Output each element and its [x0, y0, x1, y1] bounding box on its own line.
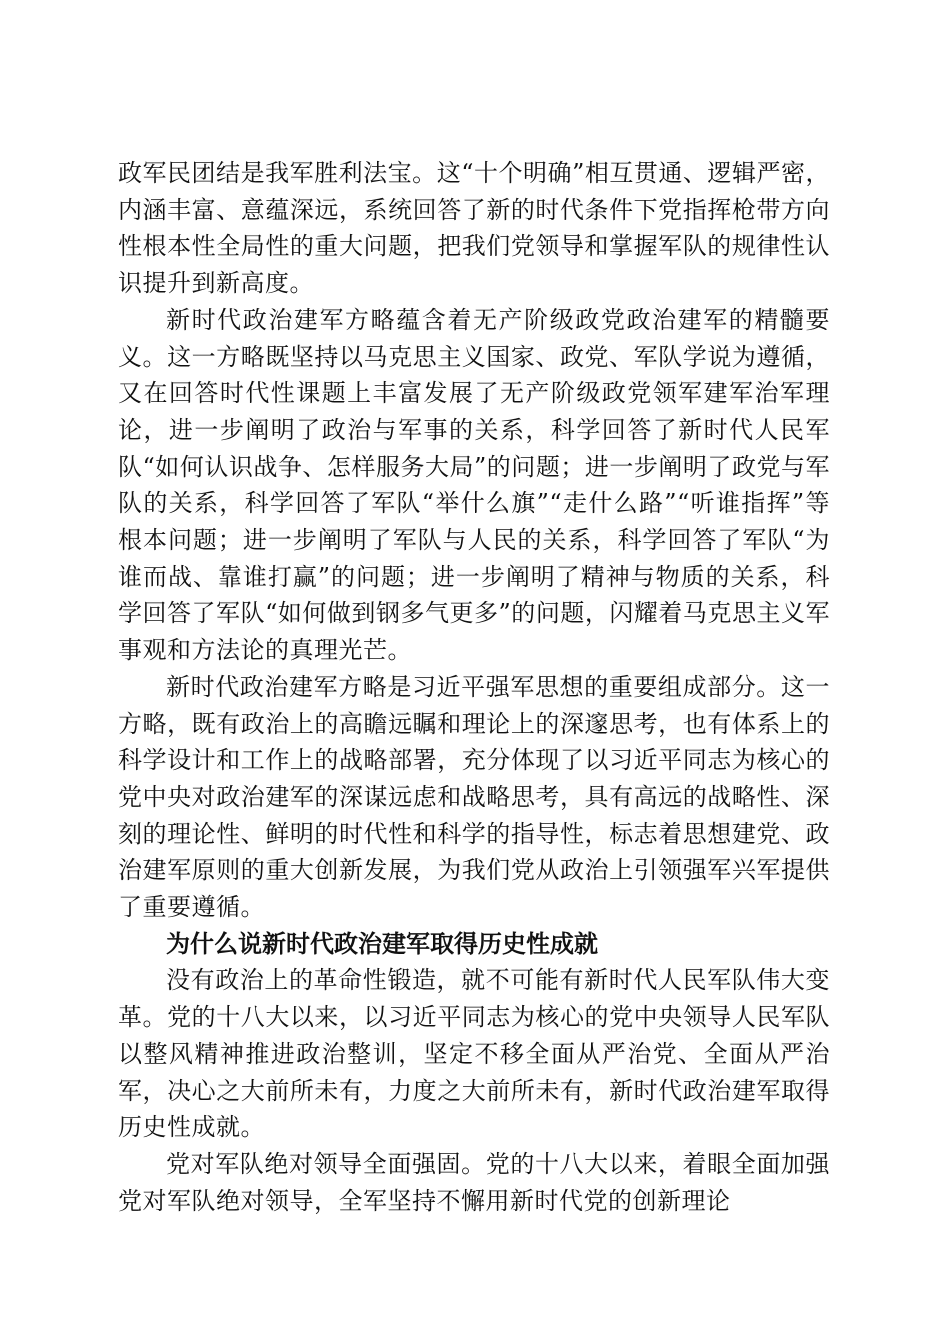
body-paragraph: 政军民团结是我军胜利法宝。这“十个明确”相互贯通、逻辑严密，内涵丰富、意蕴深远，系统回答了新的时代条件下党指挥枪带方向性根本性全局性的重大问题，把我们党领导和掌握军队的规律性认识提升到新高度。	[118, 159, 830, 298]
body-paragraph: 新时代政治建军方略蕴含着无产阶级政党政治建军的精髓要义。这一方略既坚持以马克思主义国家、政党、军队学说为遵循，又在回答时代性课题上丰富发展了无产阶级政党领军建军治军理论，进一步阐明了政治与军事的关系，科学回答了新时代人民军队“如何认识战争、怎样服务大局”的问题；进一步阐明了政党与军队的关系，科学回答了军队“举什么旗”“走什么路”“听谁指挥”等根本问题；进一步阐明了军队与人民的关系，科学回答了军队“为谁而战、靠谁打赢”的问题；进一步阐明了精神与物质的关系，科学回答了军队“如何做到钢多气更多”的问题，闪耀着马克思主义军事观和方法论的真理光芒。	[118, 305, 830, 665]
body-paragraph: 没有政治上的革命性锻造，就不可能有新时代人民军队伟大变革。党的十八大以来，以习近平同志为核心的党中央领导人民军队以整风精神推进政治整训，坚定不移全面从严治党、全面从严治军，决心之大前所未有，力度之大前所未有，新时代政治建军取得历史性成就。	[118, 966, 830, 1142]
body-paragraph: 党对军队绝对领导全面强固。党的十八大以来，着眼全面加强党对军队绝对领导，全军坚持不懈用新时代党的创新理论	[118, 1149, 830, 1215]
body-paragraph: 新时代政治建军方略是习近平强军思想的重要组成部分。这一方略，既有政治上的高瞻远瞩和理论上的深邃思考，也有体系上的科学设计和工作上的战略部署，充分体现了以习近平同志为核心的党中央对政治建军的深谋远虑和战略思考，具有高远的战略性、深刻的理论性、鲜明的时代性和科学的指导性，标志着思想建党、政治建军原则的重大创新发展，为我们党从政治上引领强军兴军提供了重要遵循。	[118, 672, 830, 922]
section-heading: 为什么说新时代政治建军取得历史性成就	[166, 929, 598, 958]
document-page	[118, 155, 830, 1219]
